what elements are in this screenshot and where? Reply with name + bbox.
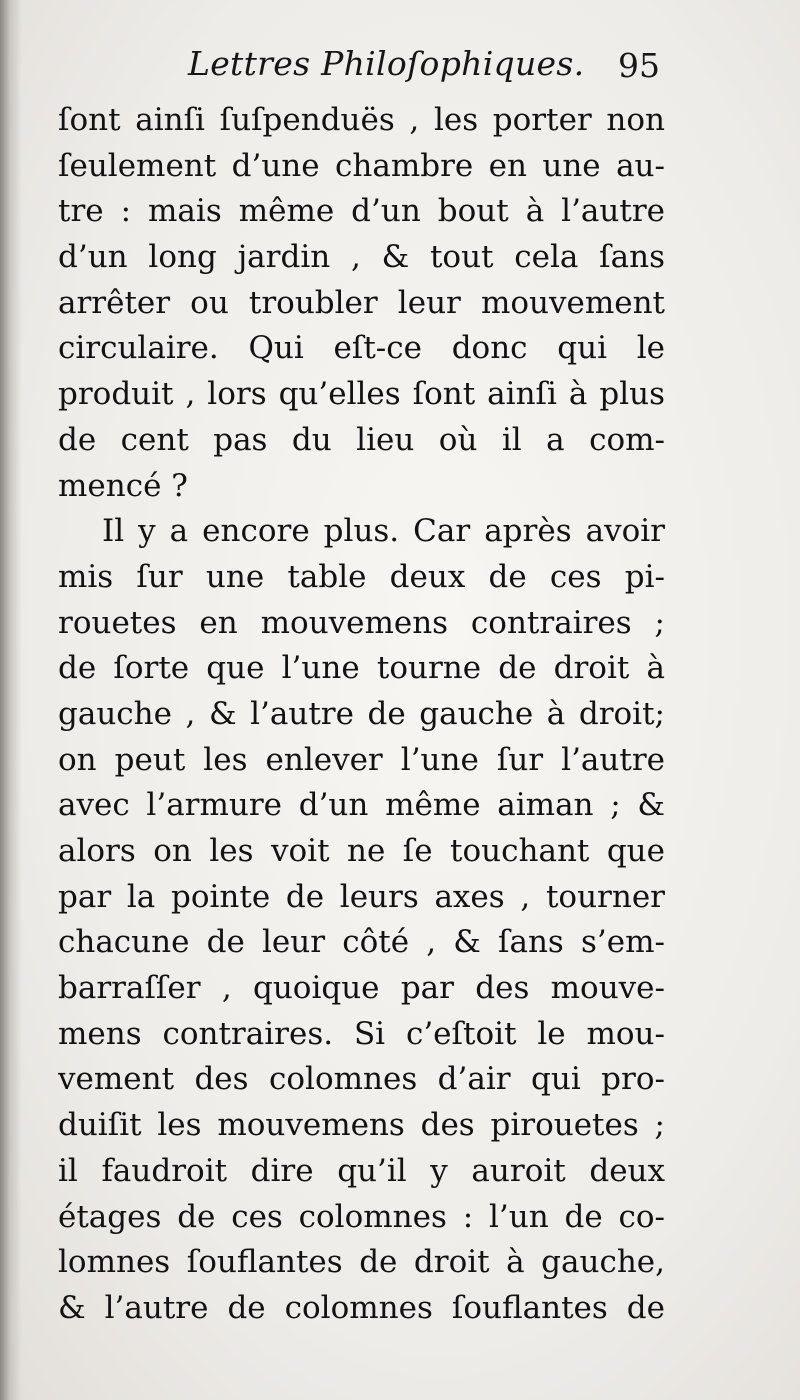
text-line: produit , lors qu’elles ſont ainſi à plus	[58, 376, 665, 413]
text-line: avec l’armure d’un même aiman ; &	[58, 787, 665, 824]
text-line: circulaire. Qui eſt-ce donc qui le	[58, 330, 665, 367]
running-title: Lettres Philoſophiques.	[188, 44, 585, 83]
text-line: arrêter ou troubler leur mouvement	[58, 284, 665, 321]
text-line: ſont ainſi ſuſpenduës , les porter non	[58, 102, 665, 138]
text-line: on peut les enlever l’une ſur l’autre	[58, 741, 665, 778]
text-line: étages de ces colomnes : l’un de co-	[58, 1198, 665, 1235]
text-line: de ſorte que l’une tourne de droit à	[58, 650, 665, 687]
text-line: d’un long jardin , & tout cela ſans	[58, 239, 665, 276]
running-head	[0, 40, 800, 100]
text-line: mis ſur une table deux de ces pi-	[58, 558, 665, 595]
text-line: tre : mais même d’un bout à l’autre	[58, 193, 665, 230]
text-line: duiſit les mouvemens des pirouetes ;	[58, 1107, 665, 1144]
text-line: rouetes en mouvemens contraires ;	[58, 604, 665, 641]
gutter-shadow	[0, 0, 22, 1400]
text-line: barraſſer , quoique par des mouve-	[58, 970, 665, 1007]
text-line: ſeulement d’une chambre en une au-	[58, 147, 665, 184]
text-line: alors on les voit ne ſe touchant que	[58, 833, 665, 869]
text-line: chacune de leur côté , & ſans s’em-	[58, 924, 665, 961]
text-line: par la pointe de leurs axes , tourner	[58, 878, 665, 915]
paragraph-first-line: Il y a encore plus. Car après avoir	[102, 513, 665, 550]
text-line: vement des colomnes d’air qui pro-	[58, 1061, 665, 1098]
body-text	[58, 98, 665, 1332]
text-line: mencé ?	[58, 467, 188, 504]
text-line: gauche , & l’autre de gauche à droit;	[58, 695, 665, 732]
text-line: mens contraires. Si c’eſtoit le mou-	[58, 1015, 665, 1052]
text-line: lomnes ſouflantes de droit à gauche,	[58, 1244, 665, 1281]
page-number: 95	[618, 46, 660, 85]
text-line: il faudroit dire qu’il y auroit deux	[58, 1152, 665, 1189]
text-line: & l’autre de colomnes ſouflantes de	[58, 1289, 665, 1326]
text-line: de cent pas du lieu où il a com-	[58, 421, 665, 458]
